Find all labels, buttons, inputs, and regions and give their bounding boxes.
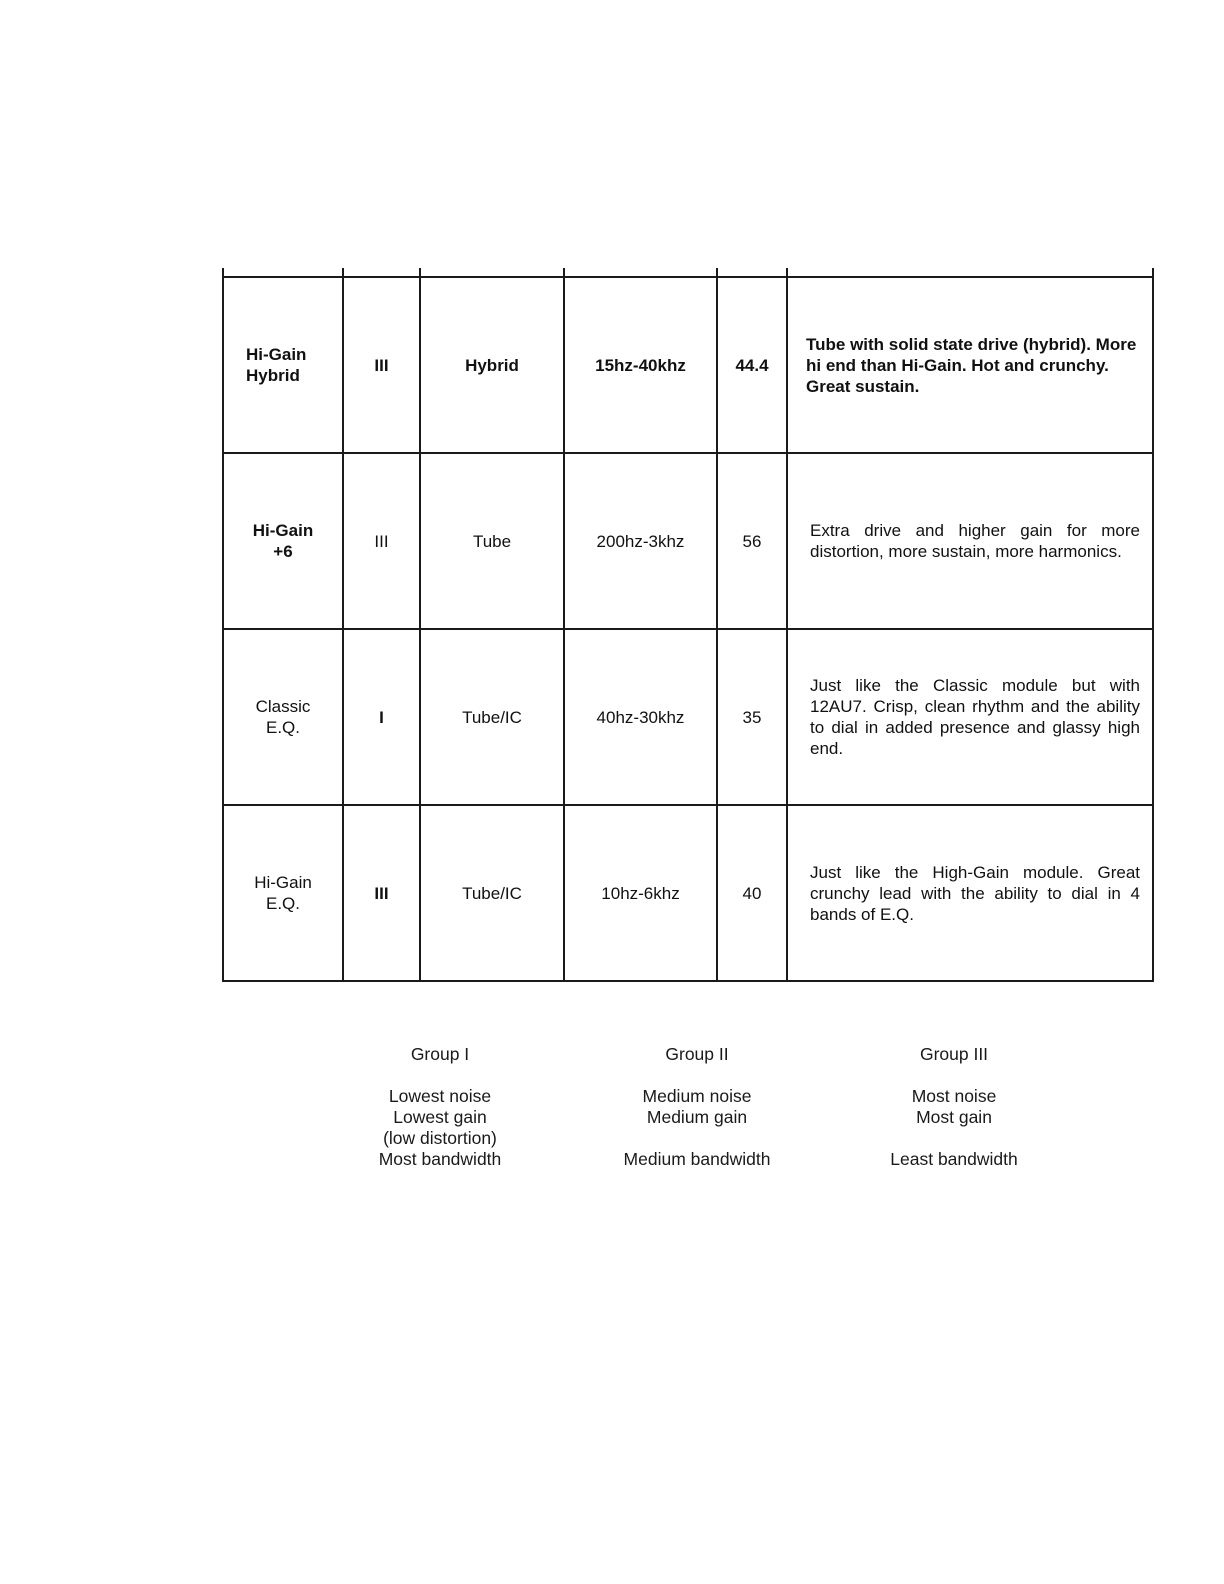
module-description-cell: Just like the Classic module but with 12AU7. Crisp, clean rhythm and the ability to dial in added presence and glassy high end. — [787, 629, 1153, 805]
group-line: Most noise — [911, 1086, 997, 1106]
group-spacer — [854, 1128, 1054, 1149]
module-frequency-cell: 10hz-6khz — [564, 805, 717, 981]
module-gain-cell: 56 — [717, 453, 787, 629]
module-frequency-cell: 200hz-3khz — [564, 453, 717, 629]
module-description-cell: Just like the High-Gain module. Great crunchy lead with the ability to dial in 4 bands of E.Q. — [787, 805, 1153, 981]
module-frequency-cell: 15hz-40khz — [564, 277, 717, 453]
module-name-cell — [223, 805, 343, 981]
module-group-cell: III — [343, 453, 420, 629]
module-name-line1: Hi-Gain — [254, 873, 312, 892]
group-line: Lowest noise — [388, 1086, 492, 1106]
module-name-cell — [223, 277, 343, 453]
module-name-line2: E.Q. — [265, 718, 300, 737]
group-line: Most gain — [916, 1107, 992, 1127]
table-row — [223, 805, 1153, 981]
module-name-line2: Hybrid — [246, 366, 300, 385]
group-legend-item — [340, 1044, 540, 1170]
table-row — [223, 453, 1153, 629]
group-title: Group II — [665, 1044, 729, 1064]
group-line: Least bandwidth — [890, 1149, 1018, 1169]
group-legend — [340, 1044, 1080, 1184]
module-group-cell: III — [343, 277, 420, 453]
group-line: Medium bandwidth — [623, 1149, 771, 1169]
table-row — [223, 277, 1153, 453]
module-type-cell: Tube/IC — [420, 629, 564, 805]
group-spacer — [597, 1128, 797, 1149]
group-legend-item — [854, 1044, 1054, 1170]
module-gain-cell: 35 — [717, 629, 787, 805]
group-line: Most bandwidth — [378, 1149, 502, 1169]
module-type-cell: Tube — [420, 453, 564, 629]
group-legend-item — [597, 1044, 797, 1170]
module-gain-cell: 44.4 — [717, 277, 787, 453]
module-frequency-cell: 40hz-30khz — [564, 629, 717, 805]
module-name-line2: E.Q. — [265, 894, 300, 913]
group-line: Medium noise — [642, 1086, 752, 1106]
group-title: Group I — [410, 1044, 470, 1064]
module-group-cell: III — [343, 805, 420, 981]
table-top-stub — [223, 268, 1153, 277]
module-name-cell — [223, 453, 343, 629]
module-spec-table — [222, 268, 1154, 982]
module-name-line1: Hi-Gain — [246, 345, 307, 364]
module-description-cell: Tube with solid state drive (hybrid). More hi end than Hi-Gain. Hot and crunchy. Great sustain. — [787, 277, 1153, 453]
table-row — [223, 629, 1153, 805]
module-type-cell: Tube/IC — [420, 805, 564, 981]
module-type-cell: Hybrid — [420, 277, 564, 453]
module-name-cell — [223, 629, 343, 805]
group-title: Group III — [919, 1044, 989, 1064]
module-name-line1: Hi-Gain — [252, 521, 314, 540]
module-name-line1: Classic — [255, 697, 311, 716]
module-gain-cell: 40 — [717, 805, 787, 981]
module-description-cell: Extra drive and higher gain for more distortion, more sustain, more harmonics. — [787, 453, 1153, 629]
module-name-line2: +6 — [273, 542, 293, 561]
group-line: Lowest gain — [393, 1107, 487, 1127]
group-line: Medium gain — [646, 1107, 748, 1127]
module-group-cell: I — [343, 629, 420, 805]
group-line: (low distortion) — [383, 1128, 497, 1148]
